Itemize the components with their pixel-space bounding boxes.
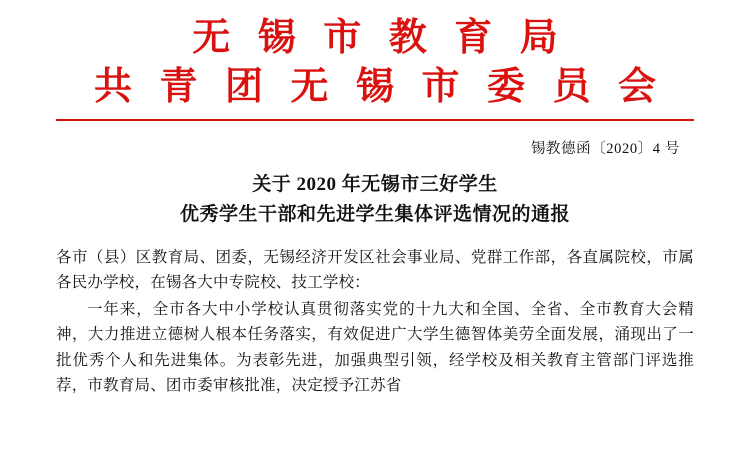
document-title-line-2: 优秀学生干部和先进学生集体评选情况的通报 (179, 203, 570, 225)
letterhead-red-rule (56, 119, 694, 121)
document-title-line-1: 关于 2020 年无锡市三好学生 (252, 174, 498, 196)
letterhead-line-2: 共 青 团 无 锡 市 委 员 会 (93, 65, 665, 108)
document-title (56, 170, 694, 229)
body-paragraph-1: 一年来，全市各大中小学校认真贯彻落实党的十九大和全国、全省、全市教育大会精神，大力推进立德树人根本任务落实，有效促进广大学生德智体美劳全面发展，涌现出了一批优秀个人和先进集体。为表彰先进，加强典型引领，经学校及相关教育主管部门评选推荐，市教育局、团市委审核批准，决定授予江苏省 (56, 301, 694, 394)
body-paragraph-addressee: 各市（县）区教育局、团委，无锡经济开发区社会事业局、党群工作部，各直属院校，市属各民办学校，在锡各大中专院校、技工学校： (56, 249, 694, 292)
document-body (56, 245, 694, 398)
letterhead (56, 0, 694, 111)
letterhead-line-1: 无 锡 市 教 育 局 (192, 17, 567, 59)
document-number: 锡教德函〔2020〕4 号 (530, 141, 680, 158)
